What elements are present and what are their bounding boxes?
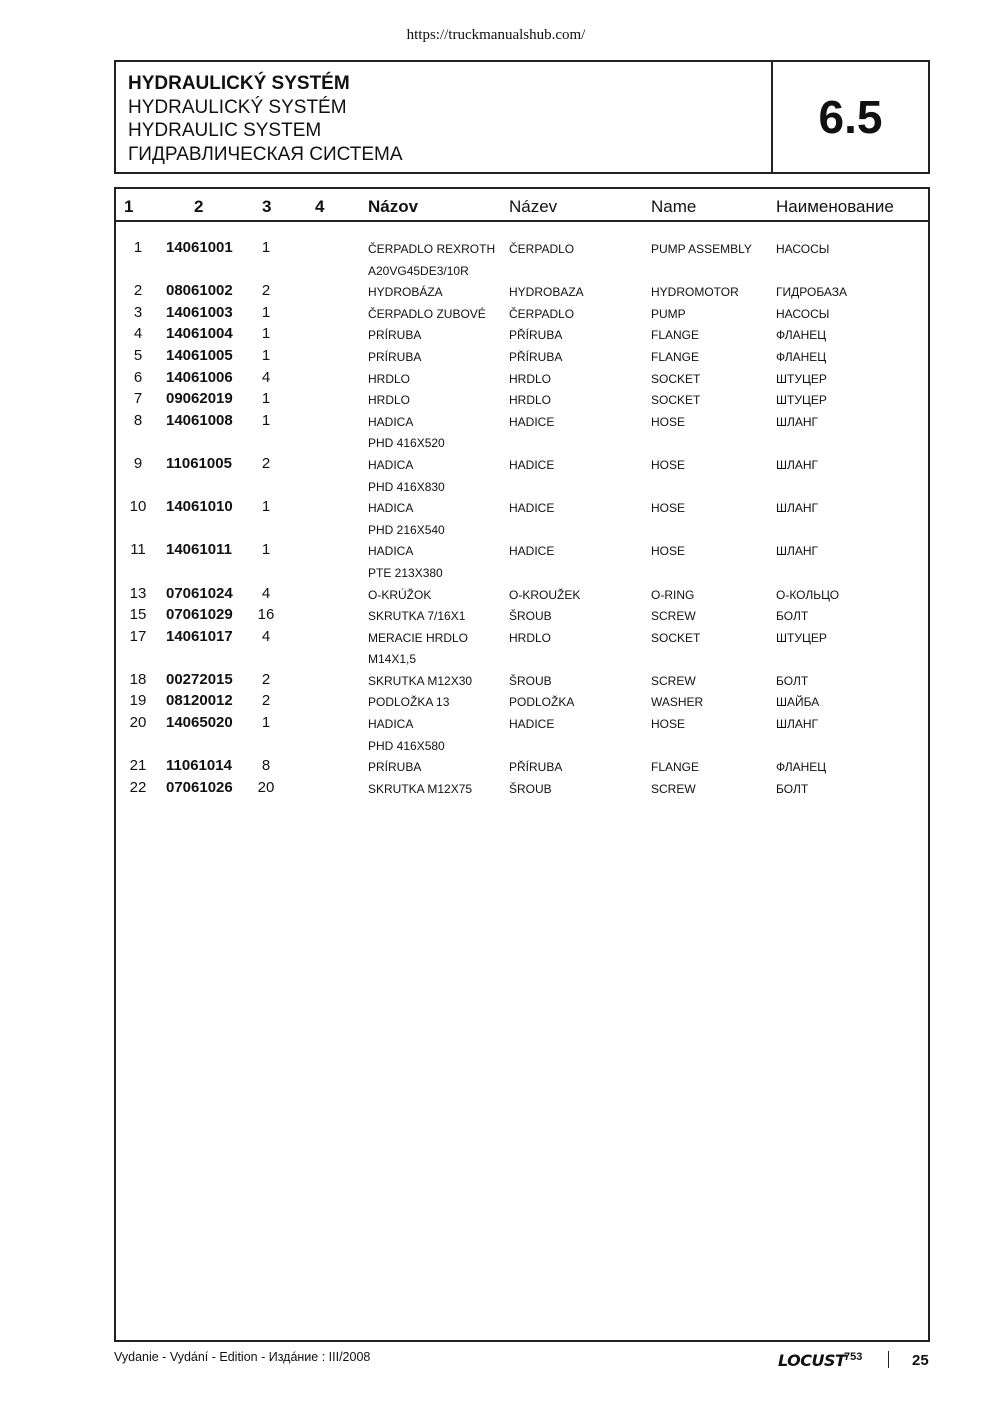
row-part-number: 11061005: [166, 454, 232, 472]
table-row: [116, 477, 928, 499]
row-name-en: SOCKET: [651, 630, 701, 645]
row-name-cz: ŠROUB: [509, 609, 552, 624]
row-position: 20: [129, 714, 147, 732]
header-name-sk: Názov: [368, 197, 419, 216]
row-part-number: 07061024: [166, 584, 233, 602]
header-name-ru: Наименование: [776, 197, 894, 216]
row-position: 5: [133, 346, 143, 364]
row-name-en: SCREW: [651, 781, 696, 796]
row-name-sk: PRÍRUBA: [368, 760, 422, 775]
row-part-number: 07061026: [166, 778, 233, 796]
table-row: [116, 585, 928, 607]
row-name-sk: PTE 213X380: [368, 565, 443, 580]
row-position: 2: [133, 282, 143, 300]
row-quantity: 8: [261, 757, 271, 775]
row-name-sk: PHD 416X580: [368, 738, 445, 753]
brand-logo: LOCUST: [778, 1351, 846, 1370]
table-row: [116, 369, 928, 391]
row-name-sk: M14X1,5: [368, 652, 417, 667]
row-position: 11: [130, 541, 146, 559]
row-name-ru: ГИДРОБАЗА: [776, 285, 848, 300]
row-name-sk: HADICA: [368, 717, 414, 732]
row-name-sk: PHD 416X520: [368, 436, 445, 451]
row-name-ru: ШЛАНГ: [776, 414, 819, 429]
row-name-sk: HADICA: [368, 501, 414, 516]
row-name-cz: ŠROUB: [509, 673, 552, 688]
row-quantity: 1: [261, 325, 271, 343]
row-quantity: 1: [261, 303, 271, 321]
row-name-ru: ШЛАНГ: [776, 501, 819, 516]
row-name-sk: ČERPADLO REXROTH: [368, 242, 496, 256]
row-name-ru: ШТУЦЕР: [776, 371, 827, 386]
row-part-number: 14061010: [166, 498, 233, 516]
row-name-ru: ШТУЦЕР: [776, 393, 827, 408]
table-row: [116, 412, 928, 434]
header-col-3: 3: [262, 197, 272, 216]
row-quantity: 1: [261, 498, 271, 516]
row-part-number: 14061011: [166, 541, 232, 559]
row-name-ru: БОЛТ: [776, 781, 809, 796]
table-row: [116, 628, 928, 650]
section-header: [114, 60, 930, 174]
parts-table: [114, 187, 930, 1342]
row-name-cz: HRDLO: [509, 371, 552, 386]
row-part-number: 14061005: [166, 346, 233, 364]
title-slovak: HYDRAULICKÝ SYSTÉM: [128, 73, 350, 94]
row-name-en: O-RING: [651, 587, 695, 602]
table-row: [116, 520, 928, 542]
row-position: 4: [133, 325, 143, 343]
row-quantity: 20: [257, 778, 275, 796]
row-name-cz: HRDLO: [509, 393, 552, 408]
header-col-4: 4: [315, 197, 325, 216]
row-name-cz: ŠROUB: [509, 781, 552, 796]
row-position: 9: [133, 454, 143, 472]
table-row: [116, 563, 928, 585]
row-quantity: 2: [261, 454, 271, 472]
row-name-en: WASHER: [651, 695, 704, 710]
row-part-number: 08061002: [166, 282, 233, 300]
row-quantity: 1: [261, 239, 271, 256]
row-position: 18: [129, 670, 147, 688]
table-row: [116, 692, 928, 714]
row-part-number: 14061003: [166, 303, 233, 321]
table-row: [116, 714, 928, 736]
source-url[interactable]: https://truckmanualshub.com/: [406, 27, 586, 43]
row-name-cz: HADICE: [509, 717, 555, 732]
row-name-en: HYDROMOTOR: [651, 285, 739, 300]
row-position: 17: [129, 627, 147, 645]
title-czech: HYDRAULICKÝ SYSTÉM: [128, 96, 347, 118]
row-name-ru: ФЛАНЕЦ: [776, 328, 827, 343]
row-quantity: 1: [261, 346, 271, 364]
row-name-cz: HADICE: [509, 501, 555, 516]
row-position: 7: [133, 390, 143, 408]
row-name-ru: ФЛАНЕЦ: [776, 760, 827, 775]
row-name-sk: SKRUTKA 7/16X1: [368, 609, 466, 624]
header-col-2: 2: [194, 197, 204, 216]
row-name-en: FLANGE: [651, 349, 700, 364]
row-name-cz: ČERPADLO: [509, 306, 575, 321]
row-name-en: HOSE: [651, 457, 686, 472]
edition-note: Vydanie - Vydání - Edition - Издáние : III/2008: [114, 1350, 371, 1364]
row-part-number: 08120012: [166, 692, 233, 710]
row-quantity: 1: [261, 714, 271, 732]
row-part-number: 14061004: [166, 325, 233, 343]
row-position: 3: [133, 303, 143, 321]
row-name-ru: НАСОСЫ: [776, 242, 830, 256]
row-name-cz: O-KROUŽEK: [509, 587, 581, 602]
model-number: 753: [844, 1351, 863, 1363]
row-part-number: 11061014: [166, 757, 232, 775]
row-name-ru: ШЛАНГ: [776, 544, 819, 559]
row-name-ru: ФЛАНЕЦ: [776, 349, 827, 364]
row-name-sk: SKRUTKA M12X30: [368, 673, 473, 688]
footer-divider: [888, 1351, 889, 1368]
row-name-sk: HRDLO: [368, 393, 411, 408]
row-name-en: SOCKET: [651, 393, 701, 408]
row-name-cz: PŘÍRUBA: [509, 760, 563, 775]
row-position: 22: [129, 778, 147, 796]
row-quantity: 1: [261, 390, 271, 408]
row-name-cz: HYDROBAZA: [509, 285, 584, 300]
row-name-sk: MERACIE HRDLO: [368, 630, 469, 645]
row-name-sk: HADICA: [368, 544, 414, 559]
row-name-ru: О-КОЛЬЦО: [776, 587, 840, 602]
row-name-sk: ČERPADLO ZUBOVÉ: [368, 306, 486, 321]
row-position: 19: [129, 692, 147, 710]
table-row: [116, 261, 928, 283]
row-name-sk: HRDLO: [368, 371, 411, 386]
row-name-ru: ШТУЦЕР: [776, 630, 827, 645]
row-name-en: PUMP ASSEMBLY: [651, 242, 752, 256]
row-name-sk: PRÍRUBA: [368, 328, 422, 343]
row-name-cz: HADICE: [509, 414, 555, 429]
table-row: [116, 390, 928, 412]
row-name-cz: HRDLO: [509, 630, 552, 645]
row-name-en: HOSE: [651, 717, 686, 732]
table-row: [116, 606, 928, 628]
row-name-sk: PODLOŽKA 13: [368, 695, 450, 710]
row-part-number: 09062019: [166, 390, 233, 408]
row-name-cz: HADICE: [509, 544, 555, 559]
row-quantity: 16: [257, 606, 275, 624]
row-part-number: 14065020: [166, 714, 233, 732]
row-part-number: 07061029: [166, 606, 233, 624]
header-col-1: 1: [124, 197, 134, 216]
row-name-sk: PHD 216X540: [368, 522, 445, 537]
row-name-sk: A20VG45DE3/10R: [368, 263, 469, 278]
row-name-sk: HYDROBÁZA: [368, 285, 443, 300]
title-english: HYDRAULIC SYSTEM: [128, 120, 322, 141]
row-part-number: 14061001: [166, 239, 233, 256]
row-quantity: 2: [261, 692, 271, 710]
row-name-en: HOSE: [651, 501, 686, 516]
row-name-en: FLANGE: [651, 328, 700, 343]
row-name-en: HOSE: [651, 544, 686, 559]
row-name-ru: БОЛТ: [776, 673, 809, 688]
page-number: 25: [912, 1352, 929, 1369]
table-row: [116, 736, 928, 758]
row-quantity: 1: [261, 411, 271, 429]
table-row: [116, 498, 928, 520]
header-name-cz: Název: [509, 197, 558, 216]
row-position: 6: [133, 368, 143, 386]
row-position: 10: [129, 498, 147, 516]
row-position: 21: [129, 757, 147, 775]
section-number: 6.5: [771, 62, 928, 172]
row-name-cz: HADICE: [509, 457, 555, 472]
row-quantity: 4: [261, 368, 271, 386]
table-row: [116, 325, 928, 347]
row-name-sk: PHD 416X830: [368, 479, 445, 494]
row-name-cz: PODLOŽKA: [509, 695, 575, 710]
row-name-en: HOSE: [651, 414, 686, 429]
row-quantity: 2: [261, 670, 271, 688]
table-row: [116, 347, 928, 369]
row-position: 8: [133, 411, 143, 429]
table-row: [116, 671, 928, 693]
row-name-en: PUMP: [651, 306, 686, 321]
row-name-en: SCREW: [651, 609, 696, 624]
row-position: 13: [129, 584, 147, 602]
row-name-en: FLANGE: [651, 760, 700, 775]
row-position: 1: [133, 239, 143, 256]
row-name-ru: БОЛТ: [776, 609, 809, 624]
row-name-sk: O-KRÚŽOK: [368, 587, 432, 602]
table-row: [116, 239, 928, 261]
row-name-sk: PRÍRUBA: [368, 349, 422, 364]
row-name-cz: PŘÍRUBA: [509, 349, 563, 364]
row-name-ru: ШЛАНГ: [776, 457, 819, 472]
row-quantity: 4: [261, 584, 271, 602]
table-row: [116, 304, 928, 326]
table-row: [116, 433, 928, 455]
table-row: [116, 541, 928, 563]
row-part-number: 14061008: [166, 411, 233, 429]
row-part-number: 14061006: [166, 368, 233, 386]
table-body: [116, 239, 928, 800]
table-header: [116, 189, 928, 222]
row-quantity: 4: [261, 627, 271, 645]
row-part-number: 14061017: [166, 627, 233, 645]
section-titles: [128, 72, 403, 166]
table-row: [116, 649, 928, 671]
table-row: [116, 757, 928, 779]
row-part-number: 00272015: [166, 670, 233, 688]
header-name-en: Name: [651, 197, 697, 216]
row-name-en: SOCKET: [651, 371, 701, 386]
row-name-ru: НАСОСЫ: [776, 306, 830, 321]
row-name-cz: PŘÍRUBA: [509, 328, 563, 343]
row-name-sk: HADICA: [368, 414, 414, 429]
table-row: [116, 779, 928, 801]
row-name-en: SCREW: [651, 673, 696, 688]
row-name-sk: HADICA: [368, 457, 414, 472]
table-row: [116, 455, 928, 477]
row-position: 15: [129, 606, 147, 624]
title-russian: ГИДРАВЛИЧЕСКАЯ СИСТЕМА: [128, 143, 403, 165]
row-quantity: 2: [261, 282, 271, 300]
row-name-ru: ШАЙБА: [776, 695, 820, 710]
row-name-sk: SKRUTKA M12X75: [368, 781, 473, 796]
row-name-ru: ШЛАНГ: [776, 717, 819, 732]
table-row: [116, 282, 928, 304]
row-quantity: 1: [261, 541, 271, 559]
row-name-cz: ČERPADLO: [509, 242, 575, 256]
